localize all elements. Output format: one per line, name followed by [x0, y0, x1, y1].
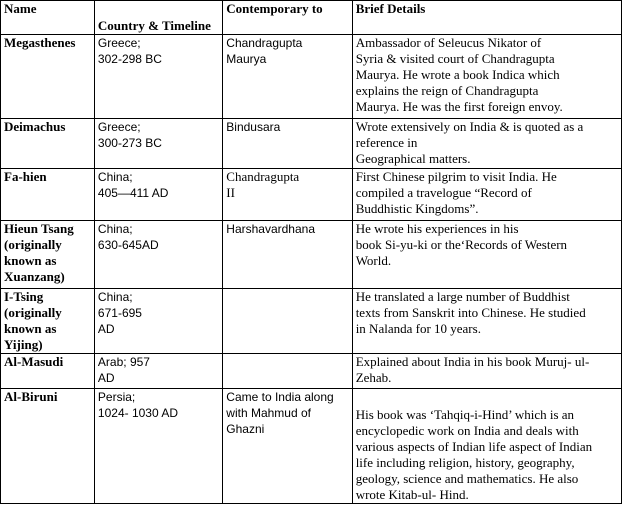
contemporary-ruler: Harshavardhana: [223, 221, 352, 289]
country-timeline: China; 671-695 AD: [94, 289, 222, 354]
header-row: [1, 1, 622, 35]
brief-details: Ambassador of Seleucus Nikator of Syria & visited court of Chandragupta Maurya. He wrote a book Indica which explains the reign of Chandragupta Maurya. He was the first foreign envoy.: [352, 35, 621, 119]
traveller-name: Hieun Tsang (originally known as Xuanzang): [1, 221, 95, 289]
table-row: [1, 354, 622, 389]
brief-details: Explained about India in his book Muruj- ul- Zehab.: [352, 354, 621, 389]
table-row: [1, 119, 622, 169]
brief-details: He wrote his experiences in his book Si-yu-ki or the‘Records of Western World.: [352, 221, 621, 289]
country-timeline: Greece; 302-298 BC: [94, 35, 222, 119]
header-country: [94, 1, 222, 35]
contemporary-ruler: [223, 289, 352, 354]
country-timeline: Arab; 957 AD: [94, 354, 222, 389]
country-timeline: Greece; 300-273 BC: [94, 119, 222, 169]
header-details: Brief Details: [352, 1, 621, 35]
brief-details: First Chinese pilgrim to visit India. He compiled a travelogue “Record of Buddhistic Kingdoms”.: [352, 169, 621, 221]
table-row: [1, 389, 622, 504]
brief-details-text: His book was ‘Tahqiq-i-Hind’ which is an encyclopedic work on India and deals with various aspects of Indian life aspect of Indian life including religion, history, geography, geology, science and mathematics. He also wrote Kitab-ul- Hind.: [355, 407, 593, 502]
country-timeline: China; 405—411 AD: [94, 169, 222, 221]
brief-details: [352, 389, 621, 504]
contemporary-ruler: Bindusara: [223, 119, 352, 169]
contemporary-ruler: Chandragupta II: [223, 169, 352, 221]
header-country-label: Country & Timeline: [97, 18, 211, 33]
table-row: [1, 221, 622, 289]
brief-details: Wrote extensively on India & is quoted as a reference in Geographical matters.: [352, 119, 621, 169]
table-row: [1, 35, 622, 119]
table-row: [1, 169, 622, 221]
country-timeline: Persia; 1024- 1030 AD: [94, 389, 222, 504]
contemporary-ruler: [223, 354, 352, 389]
traveller-name: Megasthenes: [1, 35, 95, 119]
brief-details: He translated a large number of Buddhist texts from Sanskrit into Chinese. He studied in Nalanda for 10 years.: [352, 289, 621, 354]
traveller-name: Deimachus: [1, 119, 95, 169]
traveller-name: Al-Biruni: [1, 389, 95, 504]
country-timeline: China; 630-645AD: [94, 221, 222, 289]
traveller-name: Al-Masudi: [1, 354, 95, 389]
header-contemporary: Contemporary to: [223, 1, 352, 35]
table-row: [1, 289, 622, 354]
contemporary-ruler: Chandragupta Maurya: [223, 35, 352, 119]
traveller-name: Fa-hien: [1, 169, 95, 221]
contemporary-ruler: Came to India along with Mahmud of Ghazni: [223, 389, 352, 504]
traveller-name: I-Tsing (originally known as Yijing): [1, 289, 95, 354]
header-name: Name: [1, 1, 95, 35]
